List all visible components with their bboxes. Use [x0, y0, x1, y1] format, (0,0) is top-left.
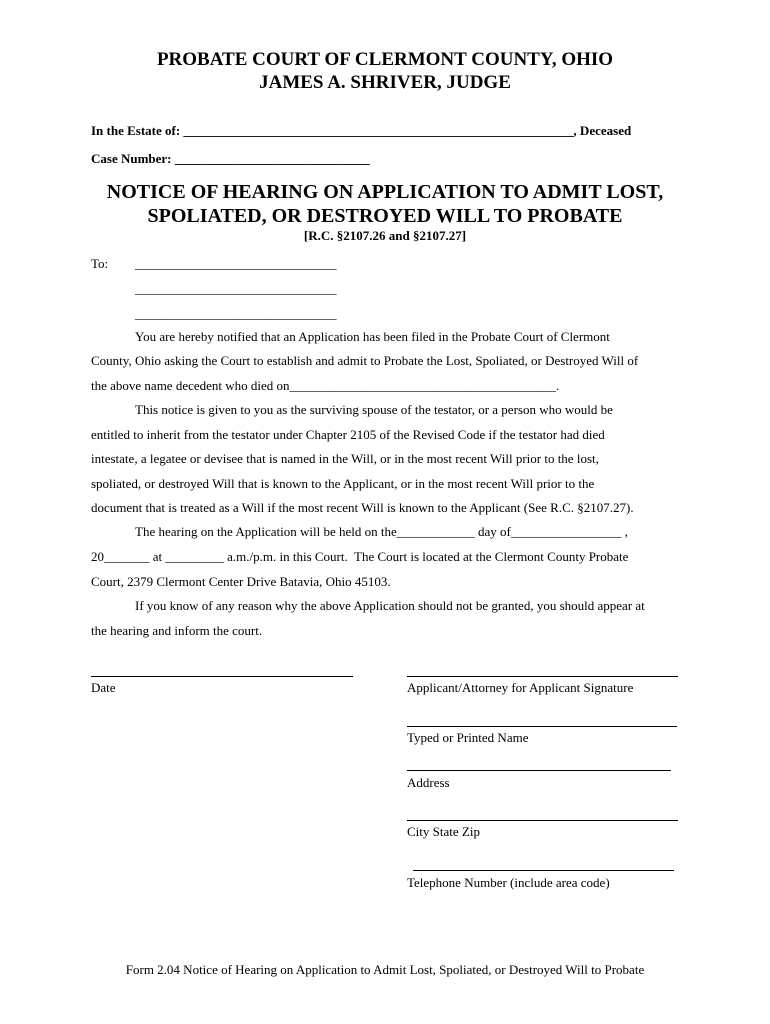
judge-name: JAMES A. SHRIVER, JUDGE — [259, 72, 511, 93]
to-label: To: — [91, 256, 109, 271]
typed-name-label: Typed or Printed Name — [407, 730, 529, 745]
city-state-zip-line[interactable] — [407, 820, 678, 821]
body-paragraph-4-line-1: If you know of any reason why the above Application should not be granted, you should appear at — [135, 598, 645, 613]
form-footer: Form 2.04 Notice of Hearing on Application to Admit Lost, Spoliated, or Destroyed Will to Probate — [125, 962, 645, 977]
body-paragraph-3-line-1: The hearing on the Application will be held on the____________ day of_________________ , — [135, 524, 628, 539]
case-number-field[interactable]: Case Number: ______________________________ — [91, 151, 370, 166]
date-signature-line[interactable] — [91, 676, 353, 677]
typed-name-line[interactable] — [407, 726, 677, 727]
body-paragraph-2-line-3: intestate, a legatee or devisee that is named in the Will, or in the most recent Will prior to the lost, — [91, 451, 599, 466]
date-label: Date — [91, 680, 116, 695]
body-paragraph-2-line-2: entitled to inherit from the testator under Chapter 2105 of the Revised Code if the testator had died — [91, 427, 605, 442]
city-state-zip-label: City State Zip — [407, 824, 480, 839]
body-paragraph-3-line-3: Court, 2379 Clermont Center Drive Batavia, Ohio 45103. — [91, 574, 391, 589]
body-paragraph-4-line-2: the hearing and inform the court. — [91, 623, 263, 638]
recipient-line-2[interactable]: _______________________________ — [135, 281, 337, 296]
applicant-signature-label: Applicant/Attorney for Applicant Signature — [407, 680, 634, 695]
court-name: PROBATE COURT OF CLERMONT COUNTY, OHIO — [156, 49, 614, 70]
body-paragraph-2-line-4: spoliated, or destroyed Will that is known to the Applicant, or in the most recent Will prior to the — [91, 476, 595, 491]
applicant-signature-line[interactable] — [407, 676, 678, 677]
body-paragraph-1-line-3: the above name decedent who died on_________________________________________. — [91, 378, 560, 393]
body-paragraph-1-line-1: You are hereby notified that an Application has been filed in the Probate Court of Clermont — [135, 329, 610, 344]
telephone-label: Telephone Number (include area code) — [407, 875, 610, 890]
telephone-line[interactable] — [413, 870, 674, 871]
body-paragraph-2-line-5: document that is treated as a Will if the most recent Will is known to the Applicant (See R.C. §2107.27). — [91, 500, 634, 515]
notice-title-line-1: NOTICE OF HEARING ON APPLICATION TO ADMIT LOST, — [106, 181, 664, 203]
recipient-line-1[interactable]: _______________________________ — [135, 256, 337, 271]
estate-field[interactable]: In the Estate of: ____________________________________________________________, Deceased — [91, 123, 632, 138]
body-paragraph-2-line-1: This notice is given to you as the surviving spouse of the testator, or a person who would be — [135, 402, 613, 417]
body-paragraph-3-line-2: 20_______ at _________ a.m./p.m. in this Court. The Court is located at the Clermont County Probate — [91, 549, 629, 564]
notice-title-line-2: SPOLIATED, OR DESTROYED WILL TO PROBATE — [147, 205, 623, 227]
address-line[interactable] — [407, 770, 671, 771]
address-label: Address — [407, 775, 450, 790]
recipient-line-3[interactable]: _______________________________ — [135, 306, 337, 321]
body-paragraph-1-line-2: County, Ohio asking the Court to establish and admit to Probate the Lost, Spoliated, or Destroyed Will of — [91, 353, 639, 368]
statute-reference: [R.C. §2107.26 and §2107.27] — [303, 228, 467, 243]
